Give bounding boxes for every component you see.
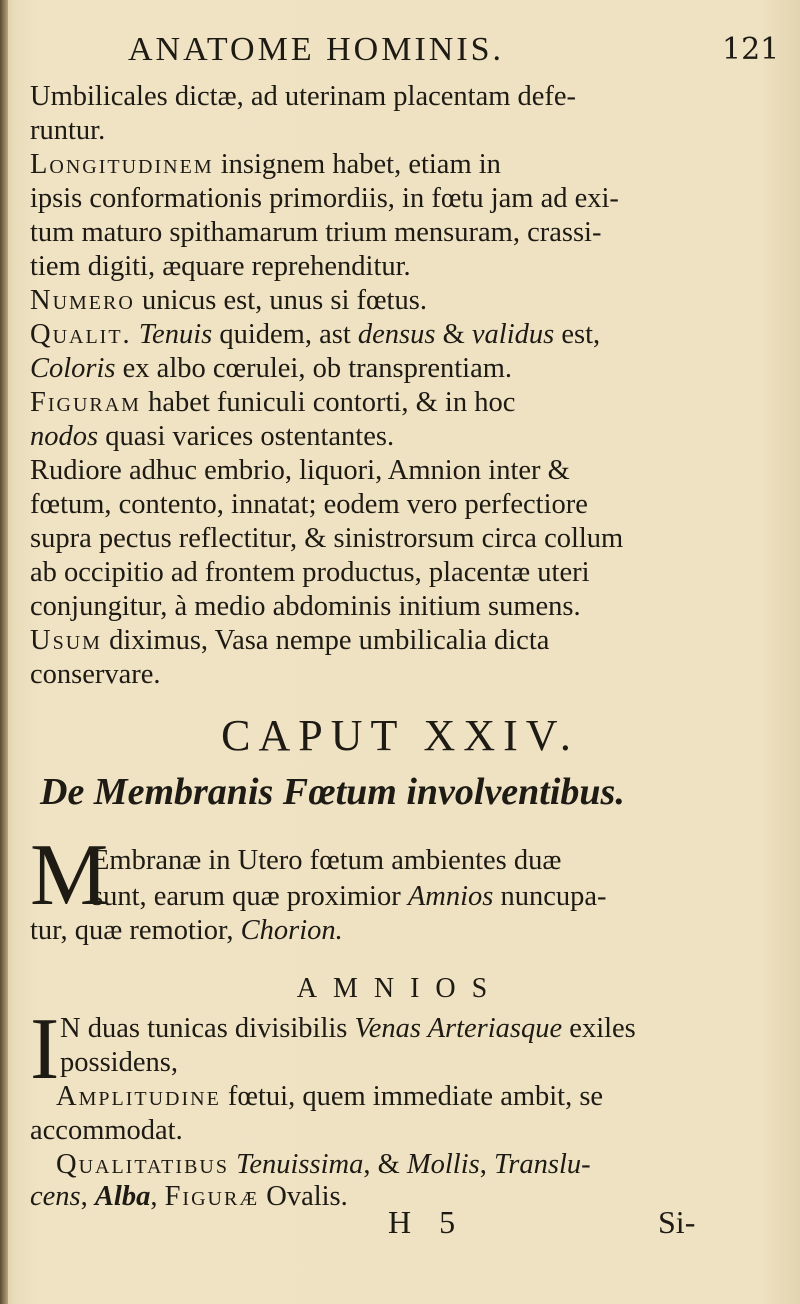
text-line: supra pectus reflectitur, & sinistrorsum circa collum <box>30 523 624 554</box>
text-line: Coloris ex albo cœrulei, ob transprentiam. <box>30 353 513 384</box>
section-heading: AMNIOS <box>296 973 504 1004</box>
text-line: ipsis conformationis primordiis, in fœtu jam ad exi- <box>30 183 619 214</box>
text-line: Numero unicus est, unus si fœtus. <box>30 285 427 316</box>
text-line: N duas tunicas divisibilis Venas Arteriasque exiles <box>60 1013 636 1044</box>
text-line: runtur. <box>30 115 106 146</box>
text-line: conservare. <box>30 659 161 690</box>
text-line: Longitudinem insignem habet, etiam in <box>30 149 501 180</box>
text-line: tiem digiti, æquare reprehenditur. <box>30 251 411 282</box>
catchword: Si- <box>658 1204 696 1240</box>
chapter-title: CAPUT XXIV. <box>221 711 579 760</box>
page-gutter <box>0 0 8 1304</box>
running-head: ANATOME HOMINIS. <box>128 31 505 68</box>
page-header <box>0 28 800 72</box>
text-line: Amplitudine fœtui, quem immediate ambit, se <box>56 1081 604 1112</box>
page-number: 121 <box>722 32 780 67</box>
chapter-subtitle: De Membranis Fœtum involventibus. <box>40 771 625 813</box>
dropcap-i: I <box>30 1001 60 1098</box>
text-line: accommodat. <box>30 1115 183 1146</box>
text-line: tum maturo spithamarum trium mensuram, crassi- <box>30 217 602 248</box>
text-line: ab occipitio ad frontem productus, placentæ uteri <box>30 557 590 588</box>
text-line: fœtum, contento, innatat; eodem vero perfectiore <box>30 489 588 520</box>
text-line: Qualit. Tenuis quidem, ast densus & validus est, <box>30 319 601 350</box>
signature-mark: H 5 <box>388 1204 466 1240</box>
text-line: sunt, earum quæ proximior Amnios nuncupa- <box>92 881 607 912</box>
text-line: Rudiore adhuc embrio, liquori, Amnion inter & <box>30 455 570 486</box>
text-line: Qualitatibus Tenuissima, & Mollis, Translu- <box>56 1149 591 1180</box>
text-line: Embranæ in Utero fœtum ambientes duæ <box>92 845 562 876</box>
text-line: Umbilicales dictæ, ad uterinam placentam defe- <box>30 81 577 112</box>
text-line: nodos quasi varices ostentantes. <box>30 421 395 452</box>
dropcap-m: M <box>30 827 109 924</box>
text-line: possidens, <box>60 1047 178 1078</box>
text-line: Figuram habet funiculi contorti, & in hoc <box>30 387 516 418</box>
text-line: tur, quæ remotior, Chorion. <box>30 915 343 946</box>
text-line: conjungitur, à medio abdominis initium sumens. <box>30 591 581 622</box>
text-line: Usum diximus, Vasa nempe umbilicalia dicta <box>30 625 550 656</box>
text-line: cens, Alba, Figuræ Ovalis. <box>30 1181 348 1212</box>
